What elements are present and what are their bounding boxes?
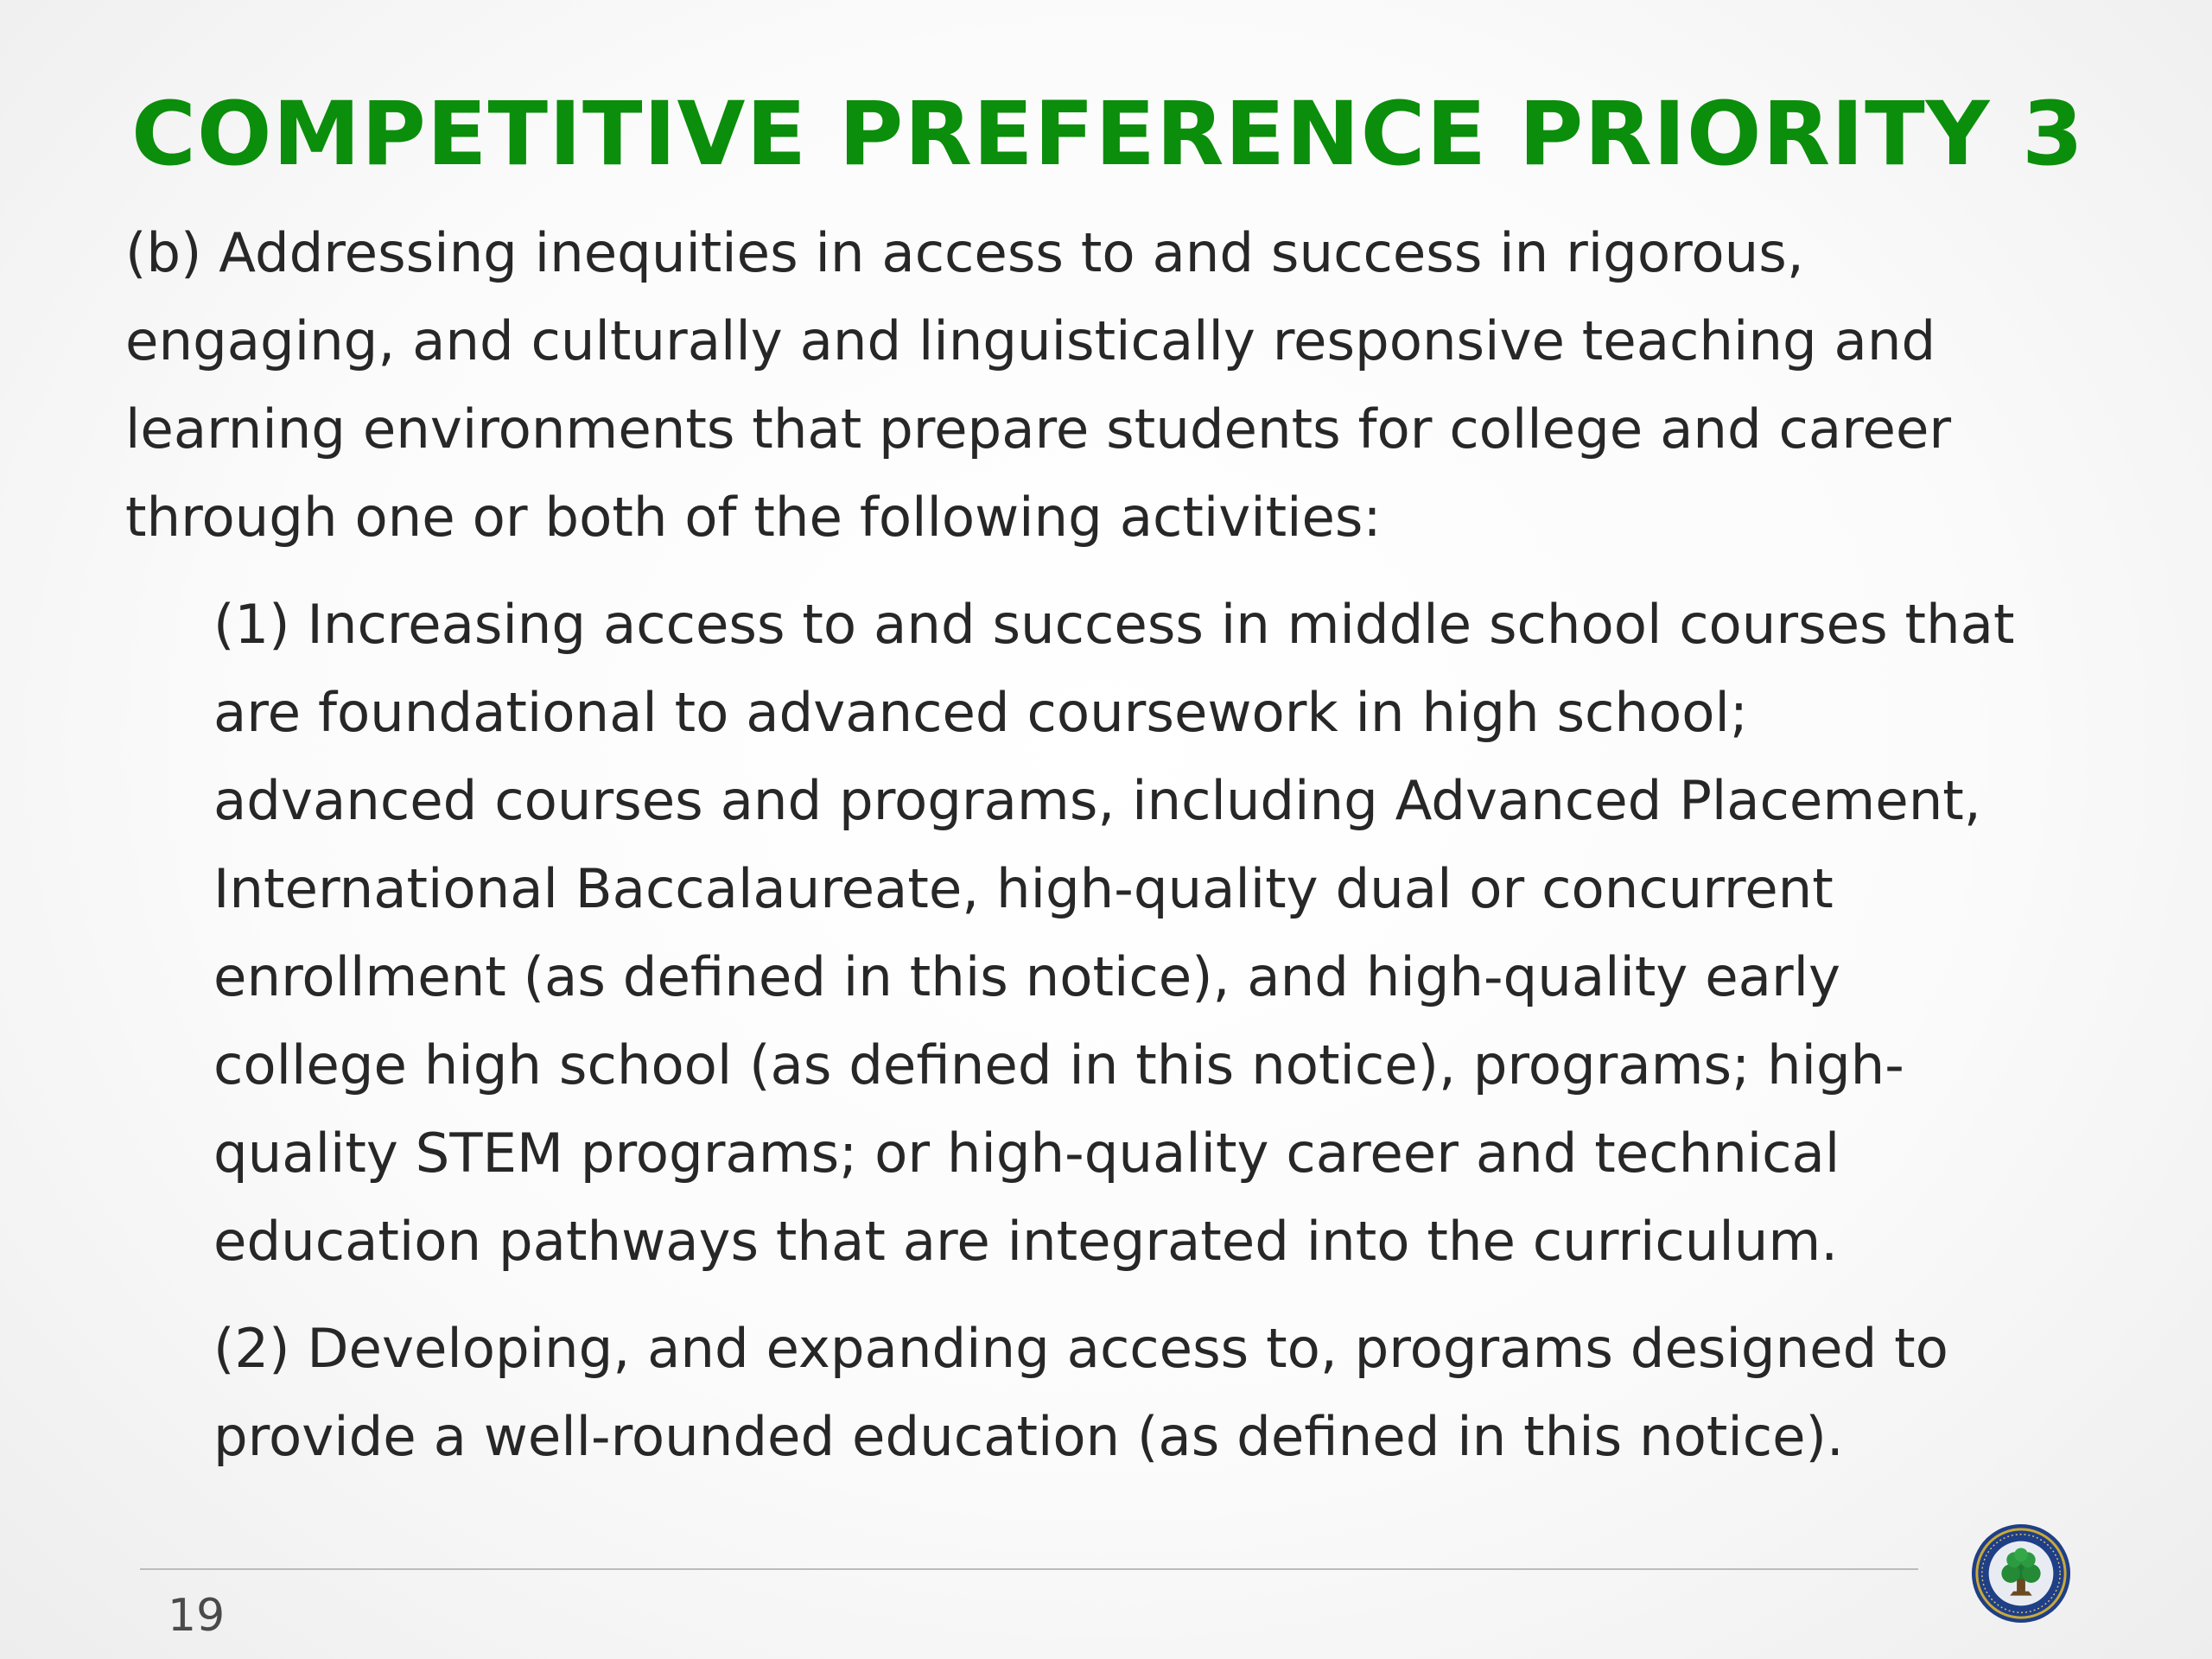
list-item-1 <box>213 581 2014 1286</box>
list-item-line: education pathways that are integrated into the curriculum. <box>213 1210 1839 1273</box>
paragraph-line: learning environments that prepare students for college and career <box>125 397 1952 461</box>
list-item-2 <box>213 1305 1948 1481</box>
slide-title: COMPETITIVE PREFERENCE PRIORITY 3 <box>131 83 2085 186</box>
list-item-line: quality STEM programs; or high-quality career and technical <box>213 1122 1840 1185</box>
list-item-line: are foundational to advanced coursework in high school; <box>213 681 1748 744</box>
page-number: 19 <box>168 1590 226 1642</box>
list-item-line: (1) Increasing access to and success in middle school courses that <box>213 593 2015 656</box>
list-item-line: International Baccalaureate, high-quality dual or concurrent <box>213 857 1834 920</box>
list-item-line: enrollment (as defined in this notice), and high-quality early <box>213 945 1841 1008</box>
list-item-line: college high school (as defined in this notice), programs; high- <box>213 1033 1904 1096</box>
footer-divider <box>140 1568 1918 1570</box>
department-seal-icon <box>1970 1522 2072 1624</box>
paragraph-line: engaging, and culturally and linguistically responsive teaching and <box>125 309 1936 372</box>
paragraph-line: (b) Addressing inequities in access to and success in rigorous, <box>125 221 1804 284</box>
paragraph-b <box>125 209 1951 562</box>
list-item-line: (2) Developing, and expanding access to, programs designed to <box>213 1317 1948 1380</box>
list-item-line: provide a well-rounded education (as defined in this notice). <box>213 1405 1844 1468</box>
paragraph-line: through one or both of the following activities: <box>125 486 1382 549</box>
list-item-line: advanced courses and programs, including Advanced Placement, <box>213 769 1981 832</box>
